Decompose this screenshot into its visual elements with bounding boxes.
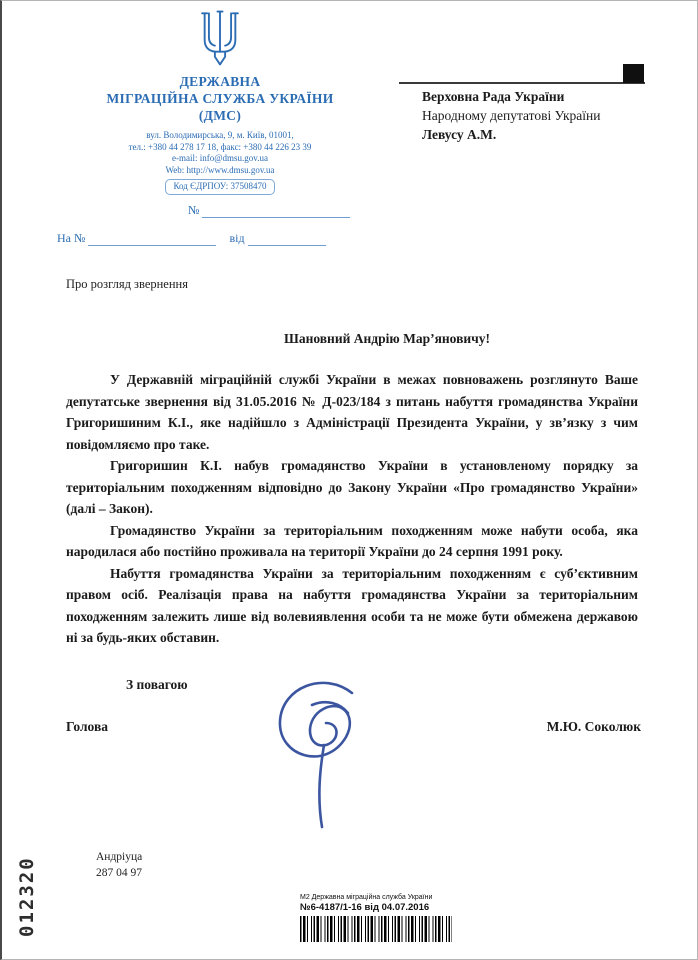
org-edrpou: Код ЄДРПОУ: 37508470 <box>165 179 276 195</box>
org-name-line3: (ДМС) <box>198 108 242 123</box>
registration-mark <box>623 64 644 83</box>
closing-regards: З повагою <box>126 677 188 692</box>
executor-phone: 287 04 97 <box>96 867 142 879</box>
ref-number-label: № <box>188 203 200 217</box>
ref-na-blank <box>88 233 216 246</box>
ukraine-trident-icon <box>86 9 354 67</box>
barcode <box>300 916 452 942</box>
stamp-org-line: М2 Державна міграційна служба України <box>300 894 433 901</box>
ref-reply-row <box>57 231 326 246</box>
salutation: Шановний Андрію Мар’яновичу! <box>284 331 490 346</box>
body-paragraph: У Державній міграційній службі України в межах повноважень розглянуто Ваше депутатське звернення від 31.05.2016 № Д-023/184 з питань набуття громадянства України Григоришиним К.І., яке надійшло з Адміністрації Президента України, у зв’язку з чим повідомляємо про таке. <box>66 372 638 452</box>
org-phones: тел.: +380 44 278 17 18, факс: +380 44 226 23 39 <box>128 141 312 152</box>
body-paragraph: Громадянство України за територіальним походженням може набути особа, яка народилася або постійно проживала на території України до 24 серпня 1991 року. <box>66 522 638 559</box>
subject-line: Про розгляд звернення <box>66 277 188 291</box>
addressee-org: Верховна Рада України <box>422 89 565 104</box>
stamp-number-line: №6-4187/1-16 від 04.07.2016 <box>300 902 430 913</box>
signer-name: М.Ю. Соколюк <box>546 719 641 734</box>
registration-stamp <box>300 893 470 942</box>
body-paragraph: Набуття громадянства України за територіальним походженням є суб’єктивним правом осіб. Реалізація права на набуття громадянства України за територіальним походженням залежить лише від волевиявлення особи та не може бути обмежена державою ні за будь-яких обставин. <box>66 565 638 645</box>
ref-na-label: На № <box>57 231 86 245</box>
letter-body <box>66 369 638 649</box>
ref-vid-blank <box>248 233 326 246</box>
ref-number-blank <box>202 205 350 218</box>
scan-number: 012320 <box>16 856 38 937</box>
addressee-name: Левусу А.М. <box>422 127 497 142</box>
org-email: e-mail: info@dmsu.gov.ua <box>172 153 268 163</box>
org-address: вул. Володимирська, 9, м. Київ, 01001, <box>146 130 294 140</box>
ref-vid-label: від <box>229 231 245 245</box>
letterhead <box>86 9 354 195</box>
signature-ink <box>254 669 389 839</box>
org-name-line2: МІГРАЦІЙНА СЛУЖБА УКРАЇНИ <box>106 91 334 106</box>
addressee-role: Народному депутатові України <box>422 108 601 123</box>
org-web: Web: http://www.dmsu.gov.ua <box>165 164 275 175</box>
org-name-line1: ДЕРЖАВНА <box>179 74 261 89</box>
body-paragraph: Григоришин К.І. набув громадянство України в установленому порядку за територіальним походженням відповідно до Закону України «Про громадянство України» (далі – Закон). <box>66 458 638 516</box>
executor-block <box>96 849 142 881</box>
fold-mark-line <box>399 82 645 84</box>
addressee-block <box>422 87 658 144</box>
signer-position: Голова <box>66 719 109 734</box>
ref-number-row <box>188 203 350 218</box>
executor-name: Андріуца <box>96 851 143 863</box>
